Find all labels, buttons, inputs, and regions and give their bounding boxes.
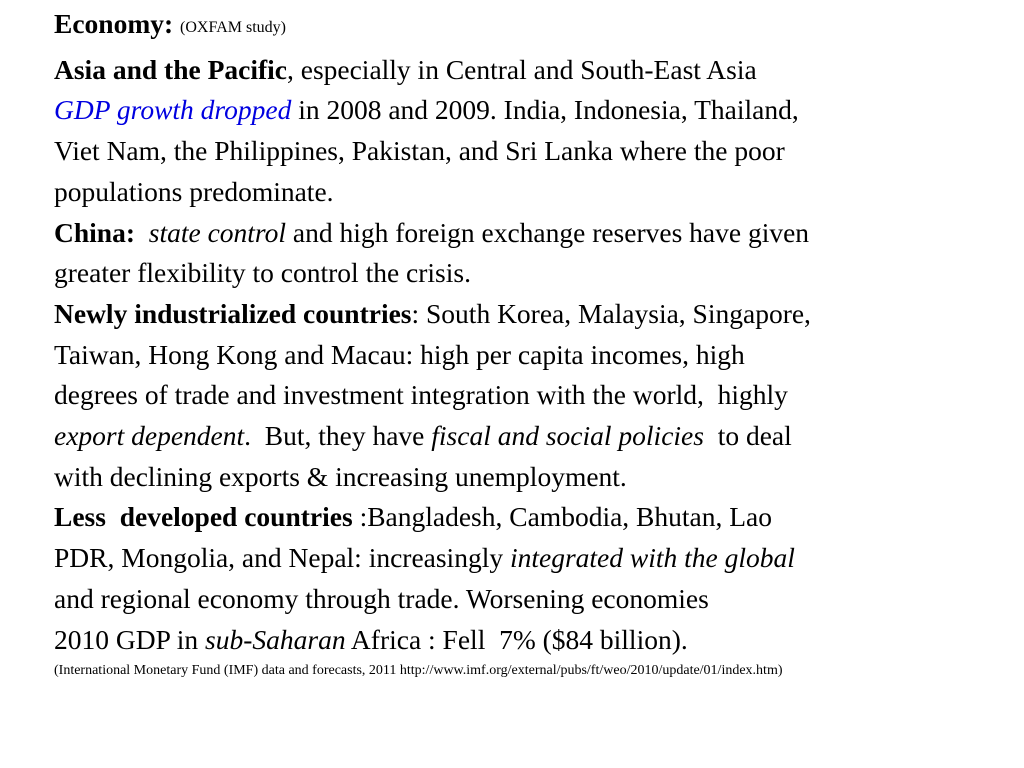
nic-line-2: Taiwan, Hong Kong and Macau: high per capita incomes, high: [54, 338, 745, 370]
economy-heading-line: [54, 4, 1004, 50]
gdp-2010-start: 2010 GDP in: [54, 623, 206, 655]
fiscal-social-policies: fiscal and social policies: [431, 420, 704, 452]
china-gap: [135, 217, 149, 248]
nic-line-4: [54, 416, 1004, 457]
china-l1-rest: and high foreign exchange reserves have given: [285, 216, 810, 248]
nic-line-1: [54, 294, 1004, 335]
ldc-l1-rest: :Bangladesh, Cambodia, Bhutan, Lao: [352, 501, 772, 533]
economy-heading: Economy:: [54, 8, 174, 39]
gdp-2010-line: [54, 620, 1004, 661]
ldc-l2-start: PDR, Mongolia, and Nepal: increasingly: [54, 542, 510, 574]
integrated-global: integrated with the global: [509, 542, 795, 574]
china-line-1: [54, 213, 1004, 254]
gdp-2010-end: Africa : Fell 7% ($84 billion).: [345, 623, 688, 655]
nic-l1-rest: : South Korea, Malaysia, Singapore,: [411, 297, 811, 329]
china-heading: China:: [54, 216, 135, 248]
asia-line-2: [54, 90, 1004, 131]
nic-l4-end: to deal: [703, 420, 792, 452]
china-line-2: greater flexibility to control the crisis.: [54, 257, 471, 289]
asia-line-3: Viet Nam, the Philippines, Pakistan, and Sri Lanka where the poor: [54, 135, 785, 167]
ldc-line-2: [54, 538, 1004, 579]
nic-line-3: degrees of trade and investment integration with the world, highly: [54, 379, 788, 411]
asia-l2-rest: in 2008 and 2009. India, Indonesia, Thailand,: [291, 94, 799, 126]
gdp-growth-dropped: GDP growth dropped: [54, 94, 292, 126]
nic-line-5: with declining exports & increasing unemployment.: [54, 460, 627, 492]
sub-saharan: sub-Saharan: [205, 623, 346, 655]
state-control: state control: [148, 216, 286, 248]
ldc-line-3: and regional economy through trade. Worsening economies: [54, 582, 709, 614]
asia-line-4: populations predominate.: [54, 175, 334, 207]
ldc-heading: Less developed countries: [54, 501, 353, 533]
asia-heading: Asia and the Pacific: [54, 53, 287, 85]
nic-l4-mid: . But, they have: [244, 420, 432, 452]
asia-line-1: [54, 50, 1004, 91]
nic-heading: Newly industrialized countries: [54, 297, 412, 329]
slide-body: [54, 4, 1004, 680]
imf-citation: (International Monetary Fund (IMF) data and forecasts, 2011 http://www.imf.org/external/pubs/ft/weo/2010/update/01/index.htm): [54, 663, 783, 679]
oxfam-note: (OXFAM study): [180, 19, 286, 36]
export-dependent: export dependent: [54, 420, 245, 452]
ldc-line-1: [54, 497, 1004, 538]
asia-lead: , especially in Central and South-East Asia: [286, 53, 757, 85]
